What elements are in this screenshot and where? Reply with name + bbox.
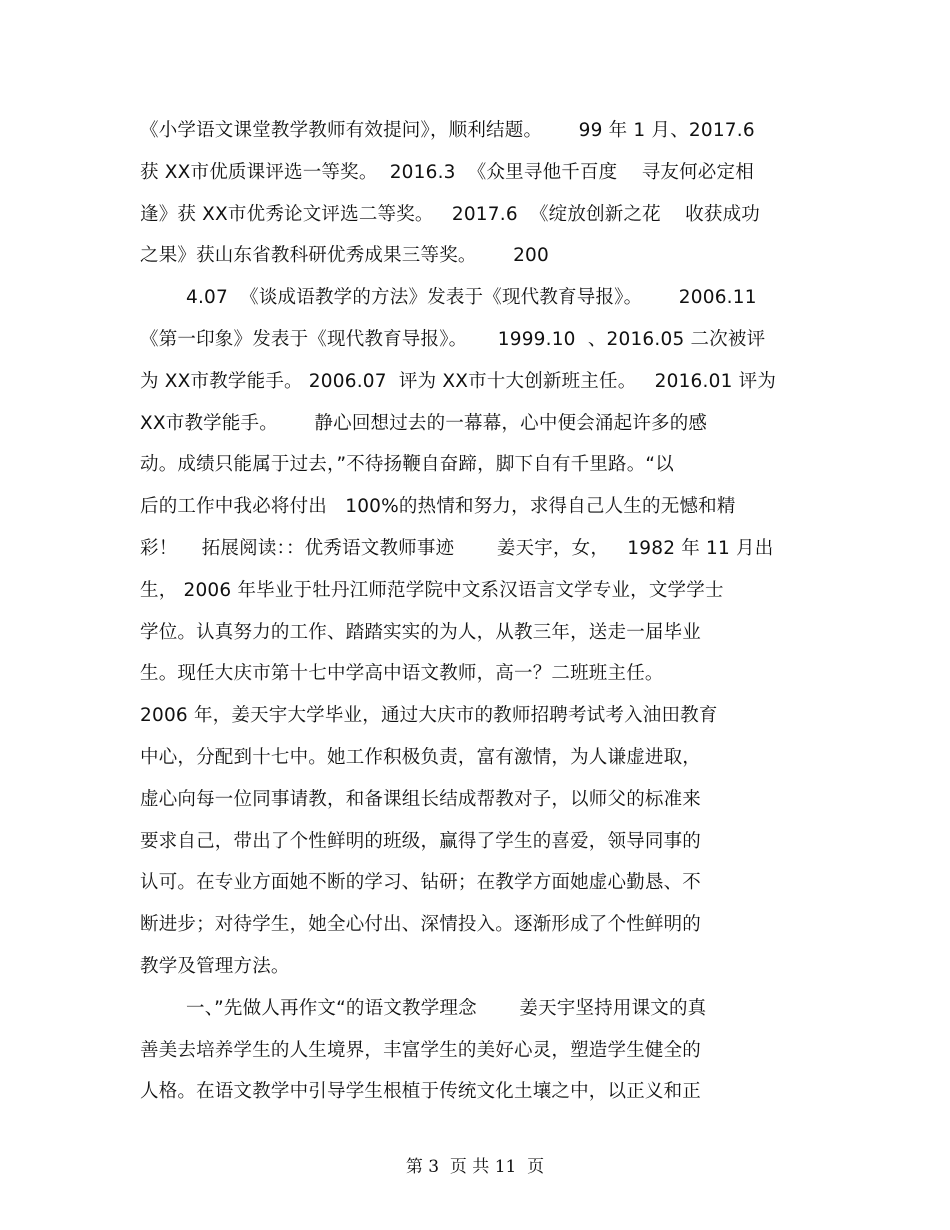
text-line: 动。成绩只能属于过去，”不待扬鞭自奋蹄，脚下自有千里路。“以 xyxy=(140,454,674,476)
text-line: 生。现任大庆市第十七中学高中语文教师，高一？二班班主任。 xyxy=(140,663,664,685)
text-line: 一、”先做人再作文“的语文教学理念 姜天宇坚持用课文的真 xyxy=(186,997,707,1019)
document-body xyxy=(140,110,820,1113)
text-line: 人格。在语文教学中引导学生根植于传统文化土壤之中，以正义和正 xyxy=(140,1081,702,1103)
text-line: 彩！ 拓展阅读：：优秀语文教师事迹 姜天宇，女， 1982 年 11 月出 xyxy=(140,537,774,559)
text-line: 《第一印象》发表于《现代教育导报》。 1999.10 、2016.05 二次被评 xyxy=(140,328,766,350)
text-line: 善美去培养学生的人生境界，丰富学生的美好心灵，塑造学生健全的 xyxy=(140,1039,702,1061)
text-line: 要求自己，带出了个性鲜明的班级，赢得了学生的喜爱，领导同事的 xyxy=(140,830,702,852)
text-line: 4.07 《谈成语教学的方法》发表于《现代教育导报》。 2006.11 xyxy=(186,287,757,309)
text-line: 获 XX市优质课评选一等奖。 2016.3 《众里寻他千百度 寻友何必定相 xyxy=(140,161,754,183)
page-number-footer: 第 3 页 共 11 页 xyxy=(405,1157,545,1177)
text-line: 之果》获山东省教科研优秀成果三等奖。 200 xyxy=(140,245,549,267)
text-line: 生， 2006 年毕业于牡丹江师范学院中文系汉语言文学专业，文学学士 xyxy=(140,579,724,601)
text-line: 认可。在专业方面她不断的学习、钻研；在教学方面她虚心勤恳、不 xyxy=(140,872,702,894)
text-line: 学位。认真努力的工作、踏踏实实的为人，从教三年，送走一届毕业 xyxy=(140,621,702,643)
text-line: XX市教学能手。 静心回想过去的一幕幕，心中便会涌起许多的感 xyxy=(140,412,708,434)
text-line: 逢》获 XX市优秀论文评选二等奖。 2017.6 《绽放创新之花 收获成功 xyxy=(140,203,760,225)
text-line: 教学及管理方法。 xyxy=(140,955,290,977)
text-line: 后的工作中我必将付出 100%的热情和努力，求得自己人生的无憾和精 xyxy=(140,496,736,518)
text-line: 中心，分配到十七中。她工作积极负责，富有激情，为人谦虚进取， xyxy=(140,746,702,768)
text-line: 2006 年，姜天宇大学毕业，通过大庆市的教师招聘考试考入油田教育 xyxy=(140,705,718,727)
text-line: 虚心向每一位同事请教，和备课组长结成帮教对子，以师父的标准来 xyxy=(140,788,702,810)
text-line: 《小学语文课堂教学教师有效提问》，顺利结题。 99 年 1 月、2017.6 xyxy=(140,120,755,141)
text-line: 为 XX市教学能手。 2006.07 评为 XX市十大创新班主任。 2016.01 评为 xyxy=(140,370,777,392)
text-line: 断进步；对待学生，她全心付出、深情投入。逐渐形成了个性鲜明的 xyxy=(140,914,702,936)
